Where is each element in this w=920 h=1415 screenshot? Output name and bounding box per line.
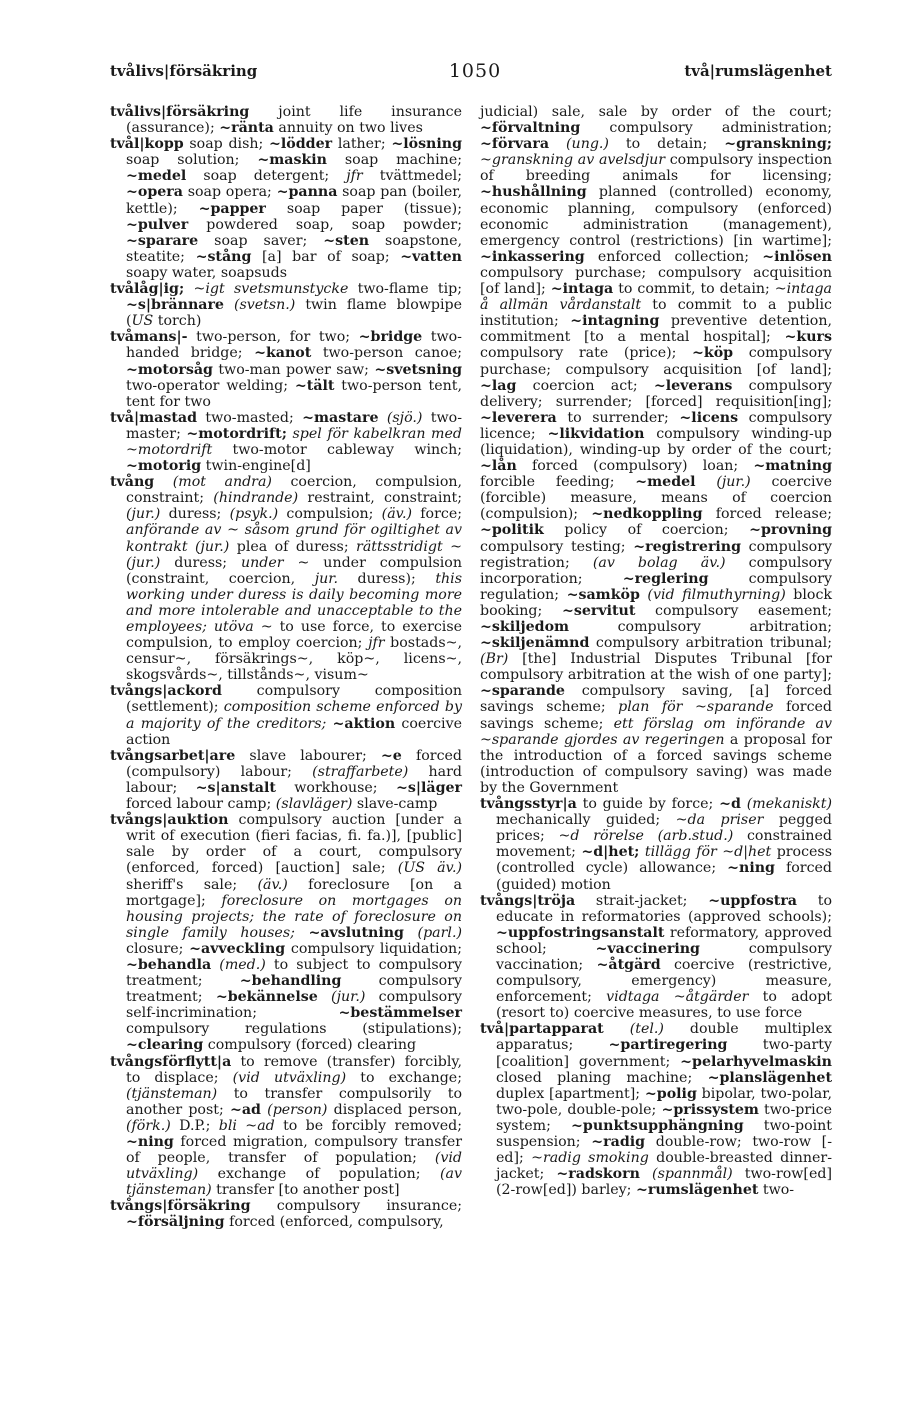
dictionary-entry: tvångs|försäkring compulsory insurance; ~försäljning forced (enforced, compulsory, bbox=[110, 1198, 462, 1231]
dictionary-entry: tvångsarbet|are slave labourer; ~e forced (compulsory) labour; (straffarbete) hard labour; ~s|anstalt workhouse; ~s|läger forced labour camp; (slavläger) slave-camp bbox=[110, 747, 463, 813]
dictionary-entry: tvångsstyr|a to guide by force; ~d (mekaniskt) mechanically guided; ~da priser pegged prices; ~d rörelse (arb.stud.) constrained movement; ~d|het; tillägg för ~d|het process (controlled cycle) allowance; ~ning forced (guided) motion bbox=[480, 796, 832, 893]
left-column bbox=[110, 104, 462, 1231]
dictionary-entry: tvångsförflytt|a to remove (transfer) forcibly, to displace; (vid utväxling) to exchange; (tjänsteman) to transfer compulsorily to another post; ~ad (person) displaced person, (förk.) D.P.; bli ~ad to be forcibly removed; ~ning forced migration, compulsory transfer of people, transfer of population; (vid utväxling) exchange of population; (av tjänsteman) transfer [to another post] bbox=[110, 1053, 463, 1199]
right-column bbox=[480, 104, 832, 1198]
header-right-guideword: två|rumslägenhet bbox=[684, 62, 832, 80]
dictionary-entry: tvångs|ackord compulsory composition (settlement); composition scheme enforced by a majority of the creditors; ~aktion coercive action bbox=[110, 683, 462, 748]
dictionary-entry: två|partapparat (tel.) double multiplex apparatus; ~partiregering two-party [coalition] government; ~pelarhyvelmaskin closed planing machine; ~planslägenhet duplex [apartment]; ~polig bipolar, two-polar, two-pole, double-pole; ~prissystem two-price system; ~punktsupphängning two-point suspension; ~radig double-row; two-row [-ed]; ~radig smoking double-breasted dinner-jacket; ~radskorn (spannmål) two-row[ed] (2-row[ed]) barley; ~rumslägenhet two- bbox=[480, 1021, 833, 1199]
page-number: 1050 bbox=[448, 60, 502, 82]
dictionary-entry: tvåmans|- two-person, for two; ~bridge two-handed bridge; ~kanot two-person canoe; ~motorsåg two-man power saw; ~svetsning two-operator welding; ~tält two-person tent, tent for two bbox=[110, 329, 462, 410]
dictionary-entry-continued: judicial) sale, sale by order of the court; ~förvaltning compulsory administration; ~förvara (ung.) to detain; ~granskning; ~granskning av avelsdjur compulsory inspection of breeding animals for licensing; ~hushållning planned (controlled) economy, economic planning, compulsory (enforced) economic administration (management), emergency control (restrictions) [in wartime]; ~inkassering enforced collection; ~inlösen compulsory purchase; compulsory acquisition [of land]; ~intaga to commit, to detain; ~intaga å allmän vårdanstalt to commit to a public institution; ~intagning preventive detention, commitment [to a mental hospital]; ~kurs compulsory rate (price); ~köp compulsory purchase; compulsory acquisition [of land]; ~lag coercion act; ~leverans compulsory delivery; surrender; [forced] requisition[ing]; ~leverera to surrender; ~licens compulsory licence; ~likvidation compulsory winding-up (liquidation), winding-up by order of the court; ~lån forced (compulsory) loan; ~matning forcible feeding; ~medel (jur.) coercive (forcible) measure, means of coercion (compulsion); ~nedkoppling forced release; ~politik policy of coercion; ~provning compulsory testing; ~registrering compulsory registration; (av bolag äv.) compulsory incorporation; ~reglering compulsory regulation; ~samköp (vid filmuthyrning) block booking; ~servitut compulsory easement; ~skiljedom compulsory arbitration; ~skiljenämnd compulsory arbitration tribunal; (Br) [the] Industrial Disputes Tribunal [for compulsory arbitration at the wish of one party]; ~sparande compulsory saving, [a] forced savings scheme; plan för ~sparande forced savings scheme; ett förslag om införande av ~sparande gjordes av regeringen a proposal for the introduction of a forced savings scheme (introduction of compulsory saving) was made by the Government bbox=[480, 104, 833, 796]
dictionary-entry: tvångs|tröja strait-jacket; ~uppfostra to educate in reformatories (approved schools); ~uppfostringsanstalt reformatory, approved school; ~vaccinering compulsory vaccination; ~åtgärd coercive (restrictive, compulsory, emergency) measure, enforcement; vidtaga ~åtgärder to adopt (resort to) coercive measures, to use force bbox=[480, 892, 833, 1022]
header-left-guideword: tvålivs|försäkring bbox=[110, 62, 258, 80]
page-header bbox=[110, 62, 832, 90]
dictionary-entry: tvål|kopp soap dish; ~lödder lather; ~lösning soap solution; ~maskin soap machine; ~medel soap detergent; jfr tvättmedel; ~opera soap opera; ~panna soap pan (boiler, kettle); ~papper soap paper (tissue); ~pulver powdered soap, soap powder; ~sparare soap saver; ~sten soapstone, steatite; ~stång [a] bar of soap; ~vatten soapy water, soapsuds bbox=[110, 136, 463, 281]
dictionary-entry: två|mastad two-masted; ~mastare (sjö.) two-master; ~motordrift; spel för kabelkran med ~motordrift two-motor cableway winch; ~motorig twin-engine[d] bbox=[110, 409, 462, 475]
dictionary-entry: tvålivs|försäkring joint life insurance (assurance); ~ränta annuity on two lives bbox=[110, 104, 462, 137]
dictionary-entry: tvångs|auktion compulsory auction [under a writ of execution (fieri facias, fi. fa.)], [public] sale by order of a court, compulsory (enforced, forced) [auction] sale; (US äv.) sheriff's sale; (äv.) foreclosure [on a mortgage]; foreclosure on mortgages on housing projects; the rate of foreclosure on single family houses; ~avslutning (parl.) closure; ~avveckling compulsory liquidation; ~behandla (med.) to subject to compulsory treatment; ~behandling compulsory treatment; ~bekännelse (jur.) compulsory self-incrimination; ~bestämmelser compulsory regulations (stipulations); ~clearing compulsory (forced) clearing bbox=[110, 812, 462, 1054]
dictionary-entry: tvålåg|ig; ~igt svetsmunstycke two-flame tip; ~s|brännare (svetsn.) twin flame blowpipe (US torch) bbox=[110, 281, 462, 330]
dictionary-entry: tvång (mot andra) coercion, compulsion, constraint; (hindrande) restraint, constraint; (jur.) duress; (psyk.) compulsion; (äv.) force; anförande av ~ såsom grund för ogiltighet av kontrakt (jur.) plea of duress; rättsstridigt ~ (jur.) duress; under ~ under compulsion (constraint, coercion, jur. duress); this working under duress is daily becoming more and more intolerable and unacceptable to the employees; utöva ~ to use force, to exercise compulsion, to employ coercion; jfr bostads~, censur~, försäkrings~, köp~, licens~, skogsvårds~, tillstånds~, visum~ bbox=[110, 474, 463, 684]
